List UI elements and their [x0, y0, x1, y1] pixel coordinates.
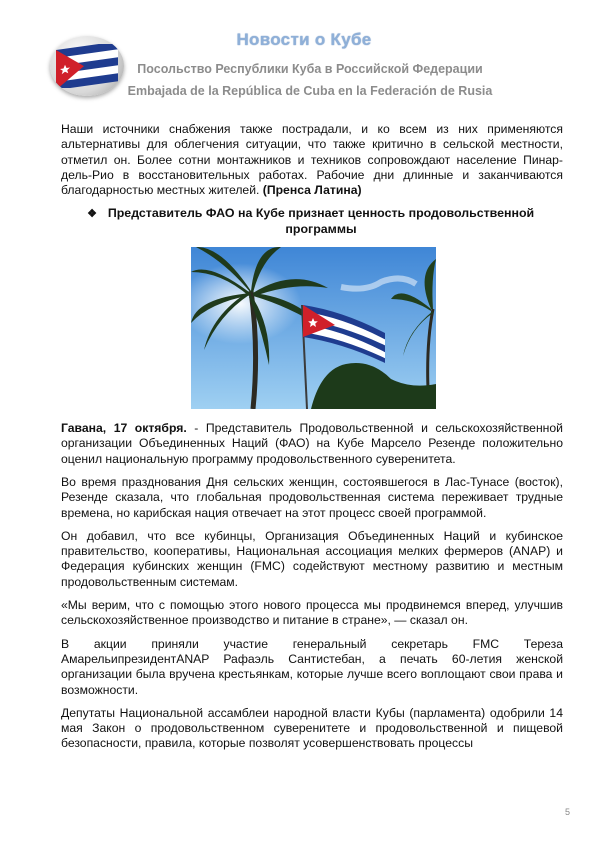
intro-source: (Пренса Латина)	[262, 183, 362, 198]
dateline: Гавана, 17 октября.	[61, 421, 187, 436]
embassy-name-ru: Посольство Республики Куба в Российской Федерации	[137, 62, 483, 76]
body-paragraph: Он добавил, что все кубинцы, Организация Объединенных Наций и кубинское правительство, кооперативы, Национальная ассоциация мелких фермеров (ANAP) и Федерация кубинских женщин (FMC) содействуют местному развитию и местным продовольственным системам.	[61, 528, 563, 589]
page-content	[61, 122, 563, 760]
page-number: 5	[564, 807, 570, 817]
lead-paragraph	[61, 421, 563, 467]
page-header	[0, 0, 608, 110]
body-paragraph: В акции приняли участие генеральный секретарь FMC Тереза АмарельипрезидентANAP Рафаэль Сантистебан, а печать 60-летия женской организации была вручена крестьянкам, которые лучше всего воплощают свои права и возможности.	[61, 636, 563, 697]
body-paragraph: Во время празднования Дня сельских женщин, состоявшегося в Лас-Тунасе (восток), Резенде сказала, что глобальная продовольственная система переживает трудные времена, но карибская нация отвечает на этот процесс своей программой.	[61, 474, 563, 520]
article-photo	[191, 247, 436, 409]
diamond-bullet-icon: ❖	[87, 208, 97, 221]
quote-paragraph: «Мы верим, что с помощью этого нового процесса мы продвинемся вперед, улучшив сельскохозяйственное производство и питание в стране», — сказал он.	[61, 598, 563, 628]
article-heading	[61, 206, 563, 237]
intro-text: Наши источники снабжения также пострадали, и ко всем из них применяются альтернативы для облегчения ситуации, что также критично в сельской местности, отметил он. Более сотни монтажников и техников сопровождают население Пинар-дель-Рио в восстановительных работах. Рабочие дни длинные и заканчиваются благодарностью местных жителей.	[61, 122, 563, 198]
article-heading-text: Представитель ФАО на Кубе признает ценность продовольственной программы	[107, 206, 535, 236]
lead-text: - Представитель Продовольственной и сельскохозяйственной организации Объединенных Наций (ФАО) на Кубе Марсело Резенде положительно оценил национальную программу продовольственного суверенитета.	[61, 421, 563, 466]
embassy-name-es: Embajada de la República de Cuba en la Federación de Rusia	[127, 84, 493, 98]
newsletter-title: Новости о Кубе	[236, 30, 372, 49]
body-paragraph: Депутаты Национальной ассамблеи народной власти Кубы (парламента) одобрили 14 мая Закон о продовольственном суверенитете и продовольственной и пищевой безопасности, правила, которые позволят усовершенствовать процессы	[61, 705, 563, 751]
intro-paragraph	[61, 122, 563, 198]
article-photo-wrap	[61, 247, 563, 409]
